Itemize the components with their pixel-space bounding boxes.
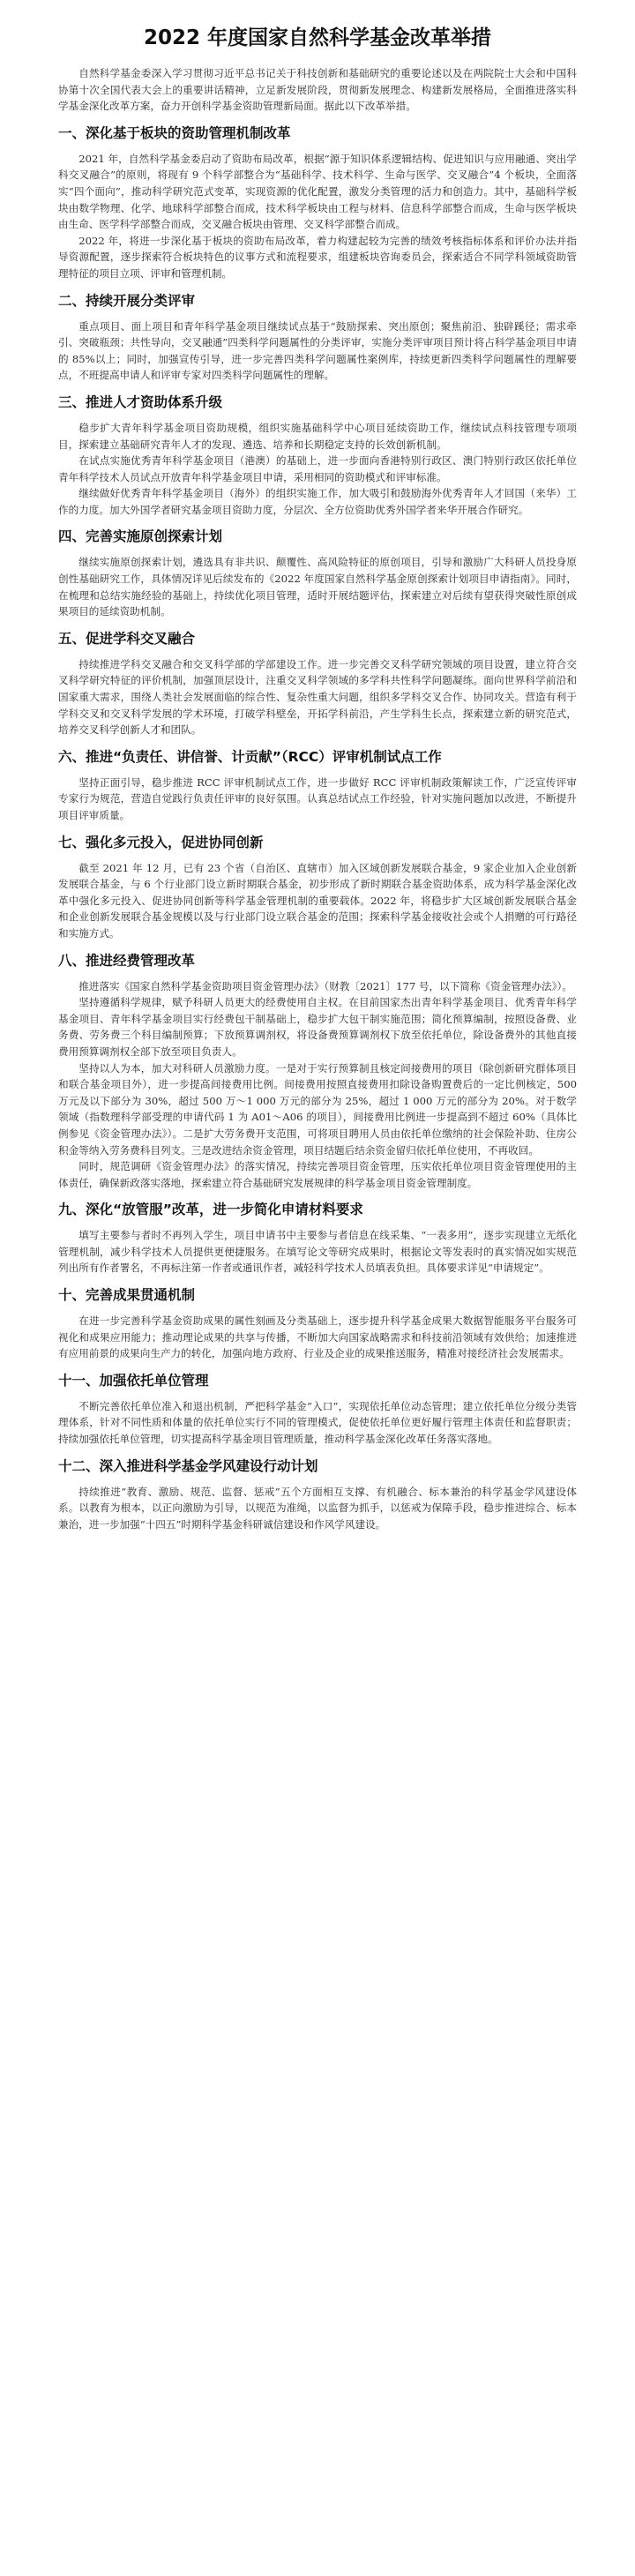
section-paragraph: 在进一步完善科学基金资助成果的属性刻画及分类基础上，逐步提升科学基金成果大数据智能服务平台服务可视化和成果应用能力；推动理论成果的共享与传播，不断加大向国家战略需求和科技前沿领域有效供给；加速推进有应用前景的成果向生产力的转化，加强向地方政府、行业及企业的成果推送服务，精准对接经济社会发展需求。 [58, 1314, 577, 1360]
section-heading: 五、促进学科交叉融合 [58, 630, 196, 647]
section-heading: 一、深化基于板块的资助管理机制改革 [58, 124, 291, 141]
section-heading: 十二、深入推进科学基金学风建设行动计划 [58, 1457, 318, 1474]
section [58, 745, 577, 824]
section [58, 627, 577, 738]
section-heading: 十、完善成果贯通机制 [58, 1287, 196, 1304]
section [58, 1455, 577, 1533]
section-heading: 九、深化“放管服”改革，进一步简化申请材料要求 [58, 1202, 363, 1218]
section-paragraph: 同时，规范调研《资金管理办法》的落实情况，持续完善项目资金管理，压实依托单位项目资金管理使用的主体责任，确保新政落实落地，探索建立符合基础研究发展规律的科学基金项目资金管理制度。 [58, 1160, 577, 1189]
section-paragraph: 2021 年，自然科学基金委启动了资助布局改革，根据“源于知识体系逻辑结构、促进知识与应用融通、突出学科交叉融合”的原则，将现有 9 个科学部整合为“基础科学、技术科学、生命与医学、交叉融合”4 个板块，全面落实“四个面向”，推动科学研究范式变革，实现资源的优化配置，激发分类管理的活力和创造力。其中，基础科学板块由数学物理、化学、地球科学部整合而成，技术科学板块由工程与材料、信息科学部整合而成，生命与医学板块由生命、医学科学部整合而成，交叉融合板块由管理、交叉科学部整合而成。 [58, 152, 577, 231]
section-heading: 七、强化多元投入，促进协同创新 [58, 834, 264, 850]
section [58, 289, 577, 384]
section-paragraph: 截至 2021 年 12 月，已有 23 个省（自治区、直辖市）加入区域创新发展联合基金，9 家企业加入企业创新发展联合基金，与 6 个行业部门设立新时期联合基金，初步形成了新时期联合基金资助体系，成为科学基金深化改革中强化多元投入、促进协同创新等科学基金管理机制的重要载体。2022 年，将稳步扩大区域创新发展联合基金和企业创新发展联合基金规模以及与行业部门设立联合基金的范围；探索科学基金接收社会或个人捐赠的可行路径和实施方式。 [58, 861, 577, 940]
document-title: 2022 年度国家自然科学基金改革举措 [143, 26, 492, 49]
section-heading: 二、持续开展分类评审 [58, 292, 196, 309]
section [58, 1369, 577, 1448]
sections [58, 122, 577, 1533]
section-heading: 十一、加强依托单位管理 [58, 1372, 209, 1389]
section-paragraph: 继续做好优秀青年科学基金项目（海外）的组织实施工作，加大吸引和鼓励海外优秀青年人才回国（来华）工作的力度。加大外国学者研究基金项目资助力度，分层次、全方位资助优秀外国学者来华开展合作研究。 [58, 487, 577, 516]
section [58, 525, 577, 619]
section [58, 949, 577, 1192]
section-paragraph: 坚持遵循科学规律，赋予科研人员更大的经费使用自主权。在目前国家杰出青年科学基金项目、优秀青年科学基金项目、青年科学基金项目实行经费包干制基础上，稳步扩大包干制实施范围；简化预算编制，按照设备费、业务费、劳务费三个科目编制预算；下放预算调剂权，将设备费预算调剂权下放至依托单位，除设备费外的其他直接费用预算调剂权全部下放至项目负责人。 [58, 996, 577, 1058]
section-paragraph: 推进落实《国家自然科学基金资助项目资金管理办法》（财教〔2021〕177 号，以下简称《资金管理办法》）。 [78, 979, 572, 992]
section [58, 1284, 577, 1362]
section-heading: 三、推进人才资助体系升级 [58, 393, 223, 410]
section-paragraph: 重点项目、面上项目和青年科学基金项目继续试点基于“鼓励探索、突出原创；聚焦前沿、独辟蹊径；需求牵引、突破瓶颈；共性导向，交叉融通”四类科学问题属性的分类评审，实施分类评审项目预计将占科学基金项目申请的 85%以上；同时，加强宣传引导，进一步完善四类科学问题属性案例库，持续更新四类科学问题属性的理解要点，不班提高申请人和评审专家对四类科学问题属性的理解。 [58, 319, 577, 382]
section [58, 831, 577, 942]
section-paragraph: 坚持以人为本，加大对科研人员激励力度。一是对于实行预算制且核定间接费用的项目（除创新研究群体项目和联合基金项目外），进一步提高间接费用比例。间接费用按照直接费用扣除设备购置费后的一定比例核定，500 万元及以下部分为 30%，超过 500 万～1 000 万元的部分为 25%，超过 1 000 万元的部分为 20%。对于数学领域（指数理科学部受理的申请代码 1 为 A01～A06 的项目），间接费用比例进一步提高到不超过 60%（具体比例参见《资金管理办法》）。二是扩大劳务费开支范围，可将项目聘用人员由依托单位缴纳的社会保险补助、住房公积金等纳入劳务费科目列支。三是改进结余资金管理，项目结题后结余资金留归依托单位使用，不再收回。 [58, 1061, 577, 1157]
intro [58, 65, 577, 115]
section-paragraph: 填写主要参与者时不再列入学生，项目申请书中主要参与者信息在线采集、“一表多用”，逐步实现建立无纸化管理机制，减少科学技术人员提供更便捷服务。在填写论文等研究成果时，根据论文等发表时的真实情况如实规范列出所有作者署名，不再标注第一作者或通讯作者，减轻科学技术人员填表负担。具体要求详见“申请规定”。 [58, 1229, 577, 1275]
section-heading: 八、推进经费管理改革 [58, 952, 196, 969]
section-paragraph: 坚持正面引导，稳步推进 RCC 评审机制试点工作，进一步做好 RCC 评审机制政策解读工作，广泛宣传评审专家行为规范，营造自觉践行负责任评审的良好氛围。认真总结试点工作经验，针对实施问题加以改进，不断提升项目评审质量。 [58, 775, 577, 821]
intro-paragraph: 自然科学基金委深入学习贯彻习近平总书记关于科技创新和基础研究的重要论述以及在两院院士大会和中国科协第十次全国代表大会上的重要讲话精神，立足新发展阶段，贯彻新发展理念、构建新发展格局，全面推进落实科学基金深化改革方案，奋力开创科学基金资助管理新局面。据此以下改革举措。 [58, 67, 577, 113]
section-paragraph: 2022 年，将进一步深化基于板块的资助布局改革，着力构建起较为完善的绩效考核指标体系和评价办法并指导资源配置，逐步探索符合板块特色的议事方式和流程要求，组建板块咨询委员会，探索适合不同学科领域资助管理特征的项目立项、评审和管理机制。 [58, 234, 577, 280]
section-heading: 四、完善实施原创探索计划 [58, 528, 223, 545]
section [58, 391, 577, 519]
section [58, 122, 577, 282]
section-paragraph: 持续推进“教育、激励、规范、监督、惩戒”五个方面相互支撑、有机融合、标本兼治的科学基金学风建设体系。以教育为根本，以正向激励为引导，以规范为准绳，以监督为抓手，以惩戒为保障手段，稳步推进综合、标本兼治，进一步加强“十四五”时期科学基金科研诚信建设和作风学风建设。 [58, 1485, 577, 1531]
section-paragraph: 在试点实施优秀青年科学基金项目（港澳）的基础上，进一步面向香港特别行政区、澳门特别行政区依托单位青年科学技术人员试点开放青年科学基金项目申请，采用相同的资助模式和评审标准。 [58, 454, 577, 483]
section-paragraph: 持续推进学科交叉融合和交叉科学部的学部建设工作。进一步完善交叉科学研究领域的项目设置，建立符合交叉科学研究特征的评价机制，加强顶层设计，注重交叉科学领域的多学科共性科学问题凝练。面向世界科学前沿和国家重大需求，围绕人类社会发展面临的综合性、复杂性重大问题，组织多学科交叉合作、协同攻关。营造有利于学科交叉和交叉科学发展的学术环境，打破学科壁垒，开拓学科前沿，产生学科生长点，探索建立新的研究范式，培养交叉科学创新人才和团队。 [58, 657, 577, 737]
section [58, 1198, 577, 1277]
section-heading: 六、推进“负责任、讲信誉、计贡献”（RCC）评审机制试点工作 [58, 748, 442, 765]
section-paragraph: 稳步扩大青年科学基金项目资助规模，组织实施基础科学中心项目延续资助工作，继续试点科技管理专项项目，探索建立基础研究青年人才的发现、遴选、培养和长期稳定支持的长效创新机制。 [58, 421, 577, 451]
section-paragraph: 继续实施原创探索计划，遴选具有非共识、颠覆性、高风险特征的原创项目，引导和激励广大科研人员投身原创性基础研究工作，具体情况详见后续发布的《2022 年度国家自然科学基金原创探索计划项目申请指南》。同时，在梳理和总结实施经验的基础上，持续优化项目管理，适时开展结题评估，探索建立对后续有望获得突破性原创成果项目的延续资助机制。 [58, 556, 577, 618]
section-paragraph: 不断完善依托单位准入和退出机制，严把科学基金“入口”，实现依托单位动态管理；建立依托单位分级分类管理体系，针对不同性质和体量的依托单位实行不同的管理模式，促使依托单位更好履行管理主体责任和监督职责；持续加强依托单位管理，切实提高科学基金项目管理质量，推动科学基金深化改革任务落实落地。 [58, 1399, 577, 1446]
